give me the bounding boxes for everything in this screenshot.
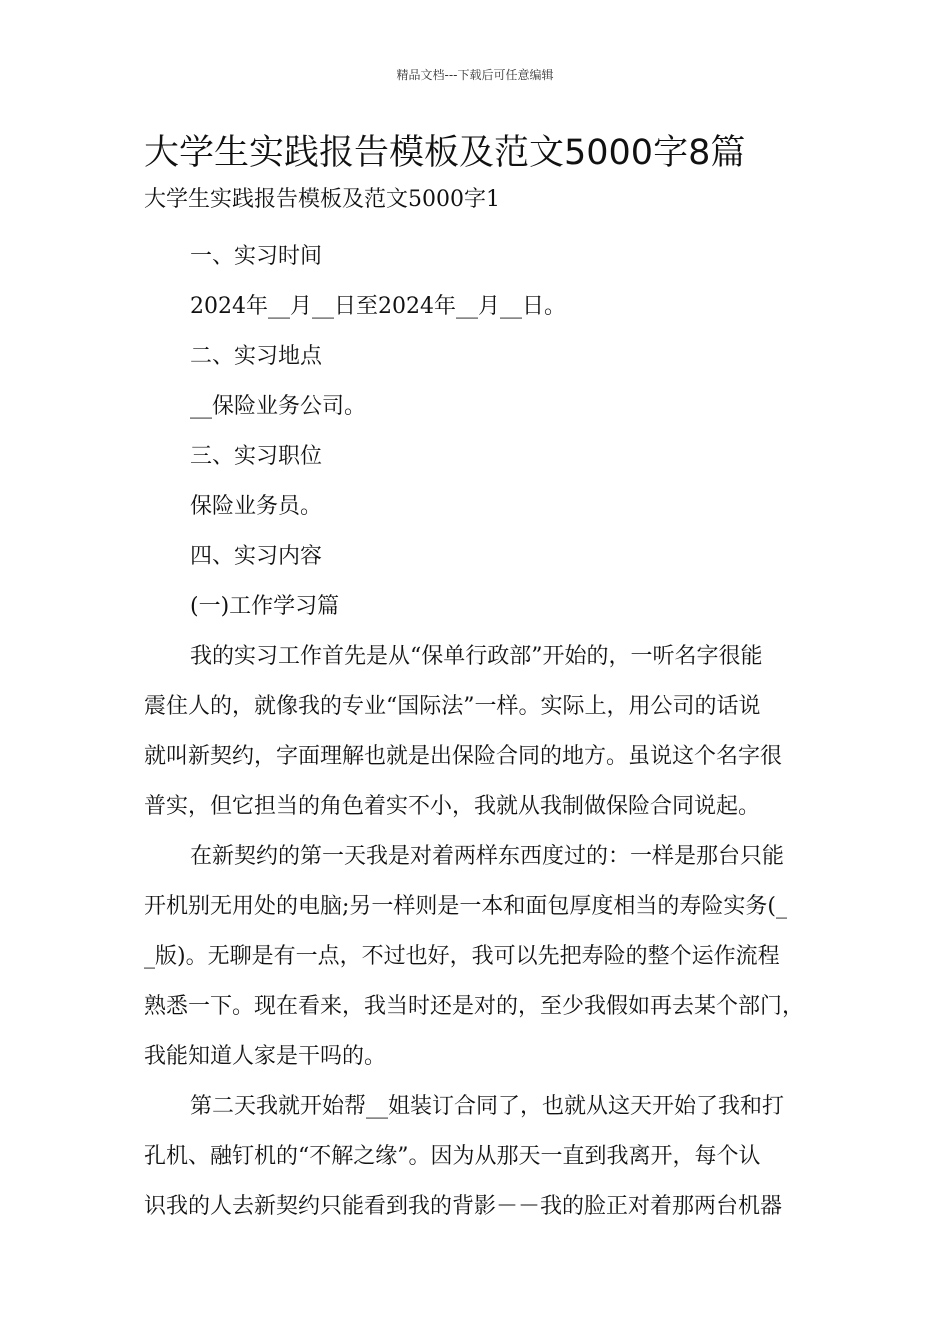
paragraph-line: _版)。无聊是有一点，不过也好，我可以先把寿险的整个运作流程 [144, 944, 780, 969]
paragraph-line: 在新契约的第一天我是对着两样东西度过的：一样是那台只能 [190, 844, 785, 869]
paragraph-line: 孔机、融钉机的“不解之缘”。因为从那天一直到我离开，每个认 [144, 1144, 761, 1169]
paragraph-line: 我的实习工作首先是从“保单行政部”开始的，一听名字很能 [190, 644, 763, 669]
section-heading-location: 二、实习地点 [190, 344, 323, 369]
header-note: 精品文档---下载后可任意编辑 [396, 68, 554, 82]
paragraph-line: 就叫新契约，字面理解也就是出保险合同的地方。虽说这个名字很 [144, 744, 783, 769]
body-line: __保险业务公司。 [190, 394, 367, 419]
section-heading-position: 三、实习职位 [190, 444, 323, 469]
document-subtitle: 大学生实践报告模板及范文5000字1 [144, 187, 500, 212]
paragraph-line: 震住人的，就像我的专业“国际法”一样。实际上，用公司的话说 [144, 694, 761, 719]
paragraph-line: 第二天我就开始帮__姐装订合同了，也就从这天开始了我和打 [190, 1094, 785, 1119]
paragraph-line: 识我的人去新契约只能看到我的背影－－我的脸正对着那两台机器 [144, 1194, 783, 1219]
body-line: 2024年__月__日至2024年__月__日。 [190, 294, 566, 319]
subsection-heading: (一)工作学习篇 [190, 594, 340, 619]
paragraph-line: 开机别无用处的电脑;另一样则是一本和面包厚度相当的寿险实务(_ [144, 894, 787, 919]
section-heading-time: 一、实习时间 [190, 244, 323, 269]
body-line: 保险业务员。 [190, 494, 323, 519]
paragraph-line: 熟悉一下。现在看来，我当时还是对的，至少我假如再去某个部门， [144, 994, 805, 1019]
paragraph-line: 我能知道人家是干吗的。 [144, 1044, 387, 1069]
document-body [144, 232, 820, 1232]
section-heading-content: 四、实习内容 [190, 544, 323, 569]
paragraph-line: 普实，但它担当的角色着实不小，我就从我制做保险合同说起。 [144, 794, 761, 819]
document-title: 大学生实践报告模板及范文5000字8篇 [144, 133, 746, 173]
